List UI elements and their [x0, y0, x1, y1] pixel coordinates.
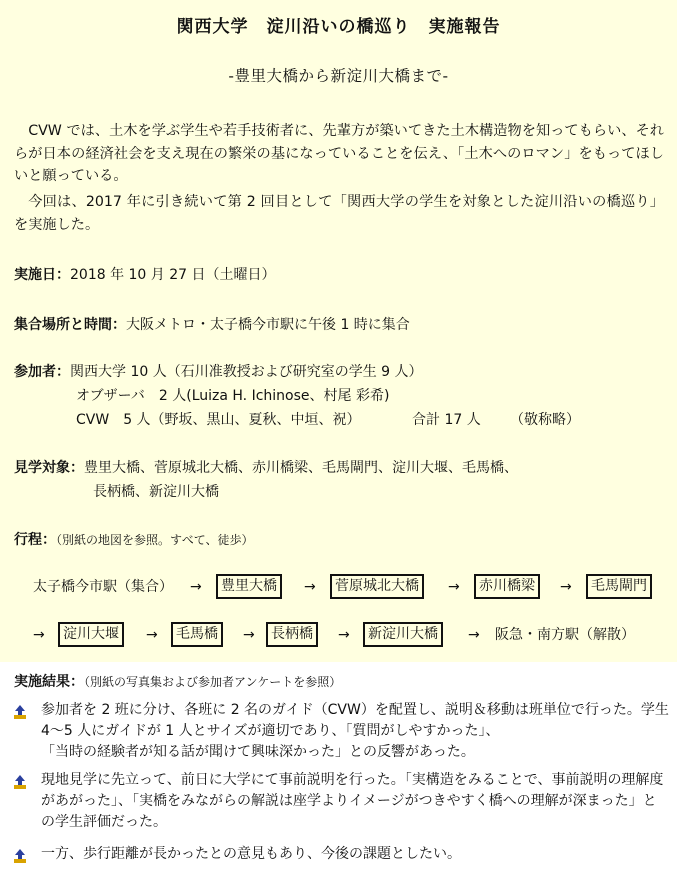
route-arrow: → — [243, 627, 255, 643]
targets-label: 見学対象： — [14, 460, 84, 476]
intro-paragraph-2: 今回は、2017 年に引き続いて第 2 回目として「関西大学の学生を対象とした淀川沿いの橋巡り」を実施した。 — [14, 194, 664, 233]
result-item-text: 現地見学に先立って、前日に大学にて事前説明を行った。「実構造をみることで、事前説明の理解度があがった」、「実橋をみながらの解説は座学よりイメージがつきやすく橋への理解が深まった」との学生評価だった。 — [41, 772, 664, 830]
route-arrow: → — [448, 579, 460, 595]
results-heading — [14, 672, 341, 692]
route-arrow: → — [33, 627, 45, 643]
results-note: （別紙の写真集および参加者アンケートを参照） — [84, 675, 342, 689]
route-stop: 淀川大堰 — [58, 622, 124, 647]
participants-label: 参加者： — [14, 364, 70, 380]
participants-total: 合計 17 人 — [412, 412, 481, 428]
participants-line-3 — [76, 410, 361, 430]
page-subtitle: -豊里大橋から新淀川大橋まで- — [228, 67, 449, 85]
date-label: 実施日： — [14, 267, 70, 283]
route-stop: 赤川橋梁 — [474, 574, 540, 599]
meeting-label: 集合場所と時間： — [14, 317, 126, 333]
route-arrow: → — [468, 627, 480, 643]
meeting-value: 大阪メトロ・太子橋今市駅に午後 1 時に集合 — [126, 317, 410, 333]
itinerary-heading — [14, 530, 254, 550]
participants-honorific-note: （敬称略） — [510, 412, 580, 428]
route-arrow: → — [190, 579, 202, 595]
participants-line-2: オブザーバ 2 人(Luiza H. Ichinose、村尾 彩希) — [76, 388, 390, 404]
route-start: 太子橋今市駅（集合） — [33, 579, 173, 595]
route-stop: 豊里大橋 — [216, 574, 282, 599]
page-title: 関西大学 淀川沿いの橋巡り 実施報告 — [176, 17, 501, 37]
route-row-1 — [0, 573, 677, 603]
targets-line-2: 長柄橋、新淀川大橋 — [93, 484, 219, 500]
itinerary-label: 行程： — [14, 532, 56, 548]
arrow-bullet-icon — [14, 705, 26, 719]
targets-line-1: 豊里大橋、菅原城北大橋、赤川橋梁、毛馬閘門、淀川大堰、毛馬橋、 — [84, 460, 518, 476]
arrow-bullet-icon — [14, 849, 26, 863]
route-stop: 毛馬橋 — [171, 622, 223, 647]
result-item — [14, 770, 670, 836]
participants-cvw: CVW 5 人（野坂、黒山、夏秋、中垣、祝） — [76, 412, 361, 428]
result-item-text: 一方、歩行距離が長かったとの意見もあり、今後の課題としたい。 — [41, 846, 461, 862]
intro-paragraph-1: CVW では、土木を学ぶ学生や若手技術者に、先輩方が築いてきた土木構造物を知ってもらい、それらが日本の経済社会を支え現在の繁栄の基になっていることを伝え、「土木へのロマン」をもってほしいと願っている。 — [14, 123, 664, 184]
result-item — [14, 844, 670, 866]
route-row-2 — [0, 621, 677, 651]
result-item — [14, 700, 670, 766]
participants-row — [14, 362, 423, 382]
route-stop: 長柄橋 — [266, 622, 318, 647]
route-arrow: → — [560, 579, 572, 595]
results-label: 実施結果： — [14, 674, 84, 690]
arrow-bullet-icon — [14, 775, 26, 789]
results-section — [0, 662, 677, 874]
date-value: 2018 年 10 月 27 日（土曜日） — [70, 267, 276, 283]
date-row — [14, 265, 276, 285]
participants-line-1: 関西大学 10 人（石川准教授および研究室の学生 9 人） — [70, 364, 423, 380]
meeting-row — [14, 315, 410, 335]
route-arrow: → — [338, 627, 350, 643]
result-item-text: 参加者を 2 班に分け、各班に 2 名のガイド（CVW）を配置し、説明＆移動は班単位で行った。学生 4～5 人にガイドが 1 人とサイズが適切であり、「質問がしやすかった」、 「当時の経験者が知る話が聞けて興味深かった」との反響があった。 — [41, 702, 669, 760]
targets-row — [14, 458, 518, 478]
route-stop: 新淀川大橋 — [363, 622, 443, 647]
route-end: 阪急・南方駅（解散） — [495, 627, 635, 643]
itinerary-note: （別紙の地図を参照。すべて、徒歩） — [56, 533, 254, 547]
route-arrow: → — [304, 579, 316, 595]
route-stop: 毛馬閘門 — [586, 574, 652, 599]
route-stop: 菅原城北大橋 — [330, 574, 424, 599]
route-arrow: → — [146, 627, 158, 643]
